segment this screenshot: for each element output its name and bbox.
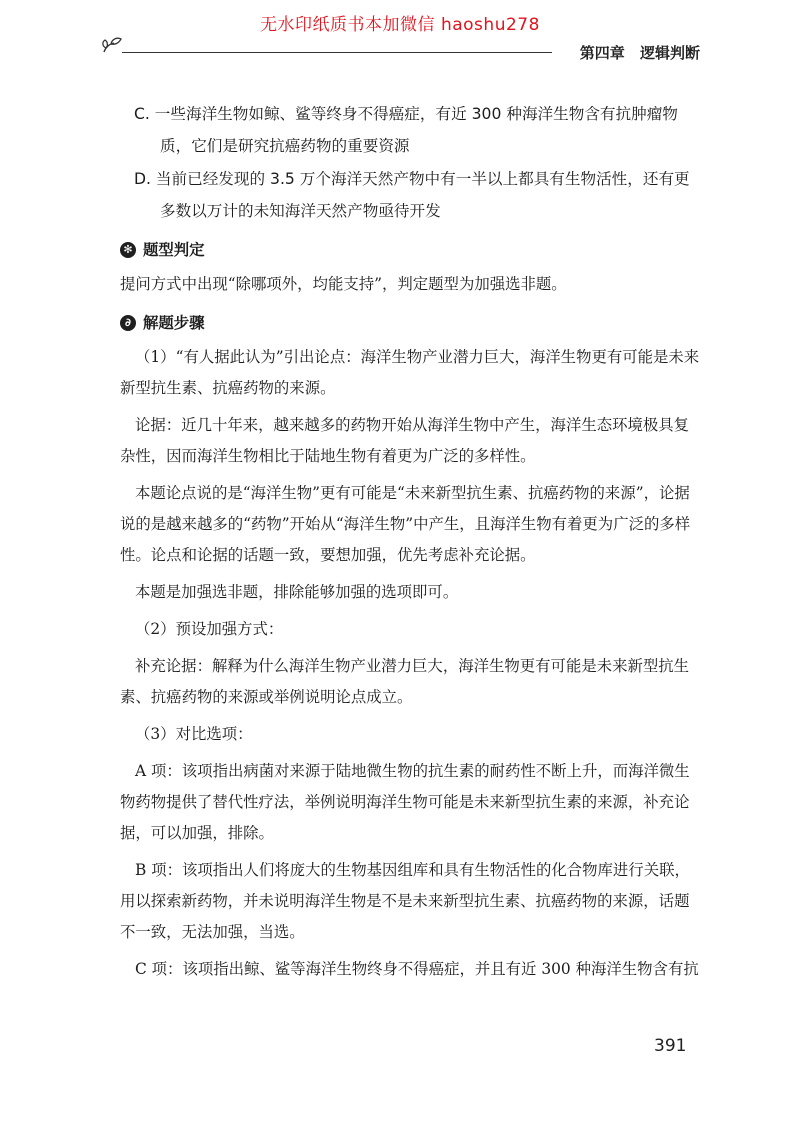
link-icon: ∂ <box>120 315 136 331</box>
gear-icon: ✻ <box>120 242 136 258</box>
leaf-icon <box>100 34 124 58</box>
section-heading-steps <box>120 307 700 339</box>
paragraph: A 项：该项指出病菌对来源于陆地微生物的抗生素的耐药性不断上升，而海洋微生物药物提供了替代性疗法，举例说明海洋生物可能是未来新型抗生素的来源，补充论据，可以加强，排除。 <box>120 762 690 842</box>
option-c: C. 一些海洋生物如鲸、鲨等终身不得癌症，有近 300 种海洋生物含有抗肿瘤物质，它们是研究抗癌药物的重要资源 <box>134 105 678 155</box>
section-heading-type <box>120 234 700 266</box>
paragraph: C 项：该项指出鲸、鲨等海洋生物终身不得癌症，并且有近 300 种海洋生物含有抗 <box>135 960 699 978</box>
paragraph: （3）对比选项： <box>135 725 253 743</box>
header-rule <box>122 52 552 53</box>
paragraph: （2）预设加强方式： <box>135 620 284 638</box>
section-title: 解题步骤 <box>143 314 205 332</box>
paragraph: 补充论据：解释为什么海洋生物产业潜力巨大，海洋生物更有可能是未来新型抗生素、抗癌药物的来源或举例说明论点成立。 <box>120 657 690 706</box>
section-title: 题型判定 <box>143 241 205 259</box>
paragraph: 本题是加强选非题，排除能够加强的选项即可。 <box>135 583 459 601</box>
paragraph: 提问方式中出现“除哪项外，均能支持”，判定题型为加强选非题。 <box>120 275 567 293</box>
paragraph: B 项：该项指出人们将庞大的生物基因组库和具有生物活性的化合物库进行关联，用以探索新药物，并未说明海洋生物是不是未来新型抗生素、抗癌药物的来源，话题不一致，无法加强，当选。 <box>120 861 690 941</box>
paragraph: （1）“有人据此认为”引出论点：海洋生物产业潜力巨大，海洋生物更有可能是未来新型抗生素、抗癌药物的来源。 <box>120 348 700 397</box>
page-header <box>100 30 700 64</box>
chapter-title: 第四章 逻辑判断 <box>579 44 700 62</box>
watermark-text: 无水印纸质书本加微信 haoshu278 <box>260 15 540 35</box>
option-d: D. 当前已经发现的 3.5 万个海洋天然产物中有一半以上都具有生物活性，还有更多数以万计的未知海洋天然产物亟待开发 <box>134 170 690 220</box>
page-number: 391 <box>654 1036 687 1056</box>
paragraph: 论据：近几十年来，越来越多的药物开始从海洋生物中产生，海洋生态环境极具复杂性，因而海洋生物相比于陆地生物有着更为广泛的多样性。 <box>120 416 690 465</box>
page-body <box>120 98 700 991</box>
paragraph: 本题论点说的是“海洋生物”更有可能是“未来新型抗生素、抗癌药物的来源”，论据说的是越来越多的“药物”开始从“海洋生物”中产生，且海洋生物有着更为广泛的多样性。论点和论据的话题一致，要想加强，优先考虑补充论据。 <box>120 484 691 564</box>
